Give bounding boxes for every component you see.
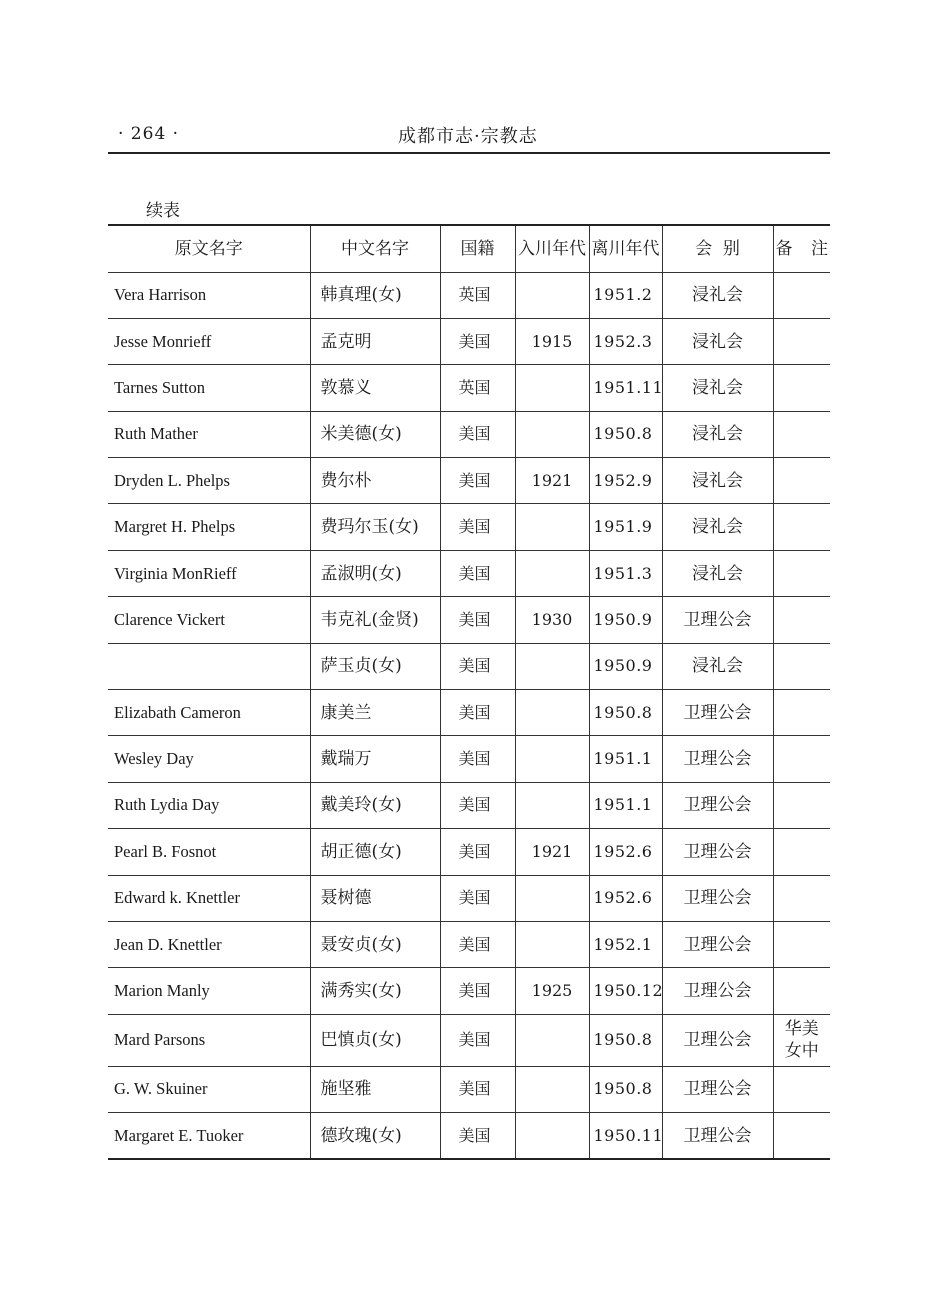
cell-note (773, 272, 830, 318)
cell-exit-year: 1952.3 (589, 318, 662, 364)
cell-denomination: 浸礼会 (662, 272, 773, 318)
table-caption: 续表 (146, 201, 180, 221)
cell-original-name: Marion Manly (108, 968, 310, 1014)
cell-original-name (108, 643, 310, 689)
table-header-row (108, 225, 830, 272)
cell-note (773, 968, 830, 1014)
cell-entry-year (515, 782, 589, 828)
cell-exit-year: 1950.12 (589, 968, 662, 1014)
cell-nationality: 美国 (440, 1066, 515, 1112)
cell-denomination: 浸礼会 (662, 643, 773, 689)
cell-note (773, 411, 830, 457)
table-row (108, 875, 830, 921)
cell-nationality: 美国 (440, 875, 515, 921)
page-header (108, 118, 830, 154)
cell-denomination: 浸礼会 (662, 550, 773, 596)
cell-nationality: 美国 (440, 318, 515, 364)
table-row (108, 643, 830, 689)
cell-nationality: 美国 (440, 643, 515, 689)
cell-exit-year: 1950.8 (589, 690, 662, 736)
cell-chinese-name: 胡正德(女) (310, 829, 440, 875)
cell-original-name: Dryden L. Phelps (108, 458, 310, 504)
cell-denomination: 卫理公会 (662, 921, 773, 967)
cell-note (773, 690, 830, 736)
cell-chinese-name: 戴美玲(女) (310, 782, 440, 828)
header-chinese-name: 中文名字 (310, 225, 440, 272)
cell-entry-year (515, 921, 589, 967)
table-row (108, 550, 830, 596)
cell-original-name: Edward k. Knettler (108, 875, 310, 921)
table-row (108, 782, 830, 828)
cell-chinese-name: 聂树德 (310, 875, 440, 921)
cell-entry-year: 1915 (515, 318, 589, 364)
cell-exit-year: 1950.8 (589, 1066, 662, 1112)
cell-original-name: Clarence Vickert (108, 597, 310, 643)
cell-exit-year: 1951.2 (589, 272, 662, 318)
cell-original-name: Margret H. Phelps (108, 504, 310, 550)
cell-entry-year (515, 875, 589, 921)
table-row (108, 272, 830, 318)
header-exit-year: 离川年代 (589, 225, 662, 272)
cell-note (773, 504, 830, 550)
cell-entry-year: 1921 (515, 458, 589, 504)
running-title: 成都市志·宗教志 (398, 126, 538, 147)
cell-nationality: 美国 (440, 736, 515, 782)
table-row (108, 921, 830, 967)
cell-chinese-name: 孟淑明(女) (310, 550, 440, 596)
cell-exit-year: 1951.9 (589, 504, 662, 550)
cell-original-name: Wesley Day (108, 736, 310, 782)
header-note-right: 注 (811, 238, 828, 259)
table-row (108, 504, 830, 550)
cell-note (773, 1113, 830, 1159)
cell-chinese-name: 韩真理(女) (310, 272, 440, 318)
cell-exit-year: 1951.1 (589, 782, 662, 828)
cell-original-name: G. W. Skuiner (108, 1066, 310, 1112)
cell-note (773, 921, 830, 967)
cell-entry-year (515, 550, 589, 596)
table-row (108, 1113, 830, 1159)
cell-denomination: 卫理公会 (662, 597, 773, 643)
cell-entry-year (515, 736, 589, 782)
cell-nationality: 英国 (440, 365, 515, 411)
cell-original-name: Pearl B. Fosnot (108, 829, 310, 875)
header-original-name: 原文名字 (108, 225, 310, 272)
cell-exit-year: 1951.11 (589, 365, 662, 411)
cell-denomination: 浸礼会 (662, 318, 773, 364)
cell-note (773, 597, 830, 643)
table-row (108, 365, 830, 411)
cell-entry-year: 1921 (515, 829, 589, 875)
header-denomination: 会 别 (662, 225, 773, 272)
cell-nationality: 英国 (440, 272, 515, 318)
cell-denomination: 卫理公会 (662, 736, 773, 782)
cell-note (773, 365, 830, 411)
cell-entry-year (515, 411, 589, 457)
cell-note (773, 782, 830, 828)
table-row (108, 968, 830, 1014)
cell-original-name: Margaret E. Tuoker (108, 1113, 310, 1159)
cell-original-name: Ruth Lydia Day (108, 782, 310, 828)
cell-original-name: Tarnes Sutton (108, 365, 310, 411)
cell-chinese-name: 韦克礼(金贤) (310, 597, 440, 643)
table-row (108, 411, 830, 457)
cell-exit-year: 1952.6 (589, 829, 662, 875)
cell-original-name: Elizabath Cameron (108, 690, 310, 736)
cell-exit-year: 1950.8 (589, 411, 662, 457)
cell-denomination: 浸礼会 (662, 504, 773, 550)
cell-entry-year (515, 1066, 589, 1112)
cell-entry-year (515, 643, 589, 689)
header-note (773, 225, 830, 272)
cell-chinese-name: 敦慕义 (310, 365, 440, 411)
cell-note (773, 550, 830, 596)
cell-denomination: 浸礼会 (662, 458, 773, 504)
header-entry-year: 入川年代 (515, 225, 589, 272)
cell-denomination: 卫理公会 (662, 968, 773, 1014)
cell-denomination: 卫理公会 (662, 1066, 773, 1112)
cell-note: 华美 女中 (773, 1014, 830, 1066)
cell-exit-year: 1950.11 (589, 1113, 662, 1159)
cell-original-name: Virginia MonRieff (108, 550, 310, 596)
cell-denomination: 卫理公会 (662, 875, 773, 921)
cell-denomination: 卫理公会 (662, 690, 773, 736)
cell-note (773, 643, 830, 689)
cell-chinese-name: 萨玉贞(女) (310, 643, 440, 689)
cell-exit-year: 1950.9 (589, 643, 662, 689)
cell-exit-year: 1950.8 (589, 1014, 662, 1066)
table-row (108, 1014, 830, 1066)
cell-chinese-name: 康美兰 (310, 690, 440, 736)
table-row (108, 1066, 830, 1112)
cell-exit-year: 1951.1 (589, 736, 662, 782)
table-row (108, 829, 830, 875)
table-row (108, 458, 830, 504)
cell-nationality: 美国 (440, 690, 515, 736)
cell-entry-year: 1925 (515, 968, 589, 1014)
cell-original-name: Ruth Mather (108, 411, 310, 457)
cell-chinese-name: 满秀实(女) (310, 968, 440, 1014)
cell-entry-year (515, 504, 589, 550)
cell-chinese-name: 施坚雅 (310, 1066, 440, 1112)
cell-note (773, 1066, 830, 1112)
table-row (108, 318, 830, 364)
cell-note (773, 875, 830, 921)
cell-exit-year: 1950.9 (589, 597, 662, 643)
cell-exit-year: 1952.9 (589, 458, 662, 504)
cell-denomination: 卫理公会 (662, 1113, 773, 1159)
cell-chinese-name: 德玫瑰(女) (310, 1113, 440, 1159)
cell-entry-year (515, 1113, 589, 1159)
table-body (108, 272, 830, 1159)
cell-denomination: 卫理公会 (662, 782, 773, 828)
page-number: · 264 · (118, 124, 180, 144)
missionary-table (108, 224, 830, 1160)
header-note-left: 备 (775, 238, 793, 259)
cell-nationality: 美国 (440, 921, 515, 967)
cell-denomination: 卫理公会 (662, 1014, 773, 1066)
cell-entry-year (515, 365, 589, 411)
cell-entry-year (515, 1014, 589, 1066)
cell-nationality: 美国 (440, 968, 515, 1014)
cell-original-name: Mard Parsons (108, 1014, 310, 1066)
cell-chinese-name: 费尔朴 (310, 458, 440, 504)
cell-nationality: 美国 (440, 1113, 515, 1159)
cell-nationality: 美国 (440, 597, 515, 643)
cell-nationality: 美国 (440, 411, 515, 457)
header-nationality: 国籍 (440, 225, 515, 272)
table-row (108, 736, 830, 782)
cell-chinese-name: 费玛尔玉(女) (310, 504, 440, 550)
cell-note (773, 318, 830, 364)
cell-denomination: 卫理公会 (662, 829, 773, 875)
cell-nationality: 美国 (440, 504, 515, 550)
table-row (108, 690, 830, 736)
cell-exit-year: 1952.1 (589, 921, 662, 967)
cell-nationality: 美国 (440, 1014, 515, 1066)
cell-note (773, 829, 830, 875)
table-row (108, 597, 830, 643)
cell-original-name: Jesse Monrieff (108, 318, 310, 364)
cell-exit-year: 1952.6 (589, 875, 662, 921)
cell-nationality: 美国 (440, 550, 515, 596)
cell-original-name: Jean D. Knettler (108, 921, 310, 967)
cell-note (773, 458, 830, 504)
cell-chinese-name: 聂安贞(女) (310, 921, 440, 967)
cell-note (773, 736, 830, 782)
cell-entry-year: 1930 (515, 597, 589, 643)
cell-entry-year (515, 272, 589, 318)
cell-chinese-name: 戴瑞万 (310, 736, 440, 782)
cell-chinese-name: 巴慎贞(女) (310, 1014, 440, 1066)
cell-chinese-name: 米美德(女) (310, 411, 440, 457)
cell-original-name: Vera Harrison (108, 272, 310, 318)
cell-nationality: 美国 (440, 829, 515, 875)
cell-entry-year (515, 690, 589, 736)
cell-chinese-name: 孟克明 (310, 318, 440, 364)
cell-denomination: 浸礼会 (662, 365, 773, 411)
cell-exit-year: 1951.3 (589, 550, 662, 596)
cell-denomination: 浸礼会 (662, 411, 773, 457)
cell-nationality: 美国 (440, 782, 515, 828)
cell-nationality: 美国 (440, 458, 515, 504)
